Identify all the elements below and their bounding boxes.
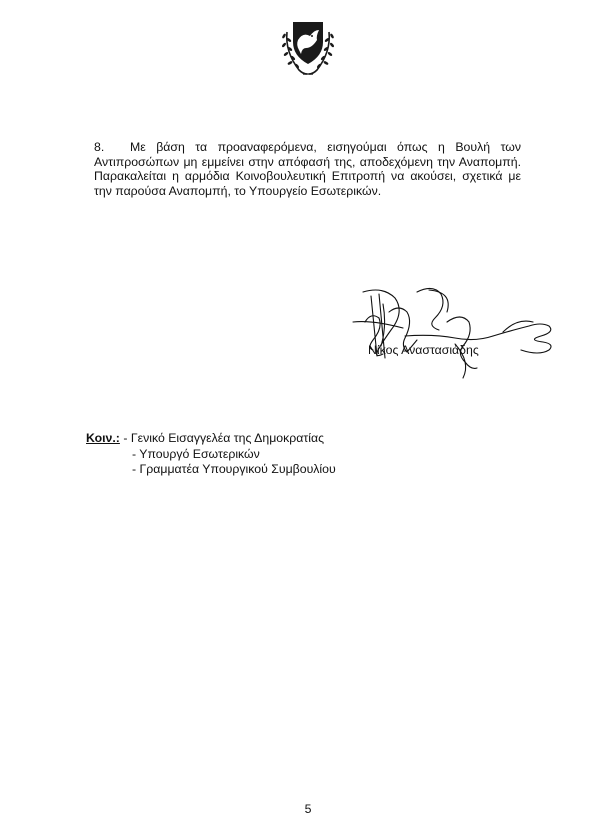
copies-row-3 — [86, 462, 336, 478]
paragraph-number: 8. — [94, 140, 105, 154]
copies-recipient-3: - Γραμματέα Υπουργικού Συμβουλίου — [132, 462, 336, 476]
copies-recipient-1: - Γενικό Εισαγγελέα της Δημοκρατίας — [123, 431, 324, 445]
handwritten-signature-icon — [343, 282, 563, 382]
copies-row-2 — [86, 447, 336, 463]
copies-row-1 — [86, 431, 336, 447]
paragraph-line-1 — [94, 140, 521, 155]
paragraph-line-4: την παρούσα Αναπομπή, το Υπουργείο Εσωτερικών. — [94, 183, 382, 198]
paragraph-line-2: Αντιπροσώπων μη εμμείνει στην απόφασή της, αποδεχόμενη την Αναπομπή. — [94, 154, 521, 169]
copies-label: Κοιν.: — [86, 431, 120, 445]
signer-name: Νίκος Αναστασιάδης — [368, 343, 479, 357]
copies-block — [86, 431, 336, 478]
paragraph-8 — [94, 140, 521, 198]
copies-recipient-2: - Υπουργό Εσωτερικών — [132, 446, 260, 461]
paragraph-line-3: Παρακαλείται η αρμόδια Κοινοβουλευτική Επιτροπή να ακούσει, σχετικά με — [94, 169, 521, 184]
page-number: 5 — [304, 802, 312, 816]
cyprus-coat-of-arms-icon — [279, 18, 337, 80]
paragraph-line-1-text: Με βάση τα προαναφερόμενα, εισηγούμαι όπως η Βουλή των — [130, 140, 521, 154]
